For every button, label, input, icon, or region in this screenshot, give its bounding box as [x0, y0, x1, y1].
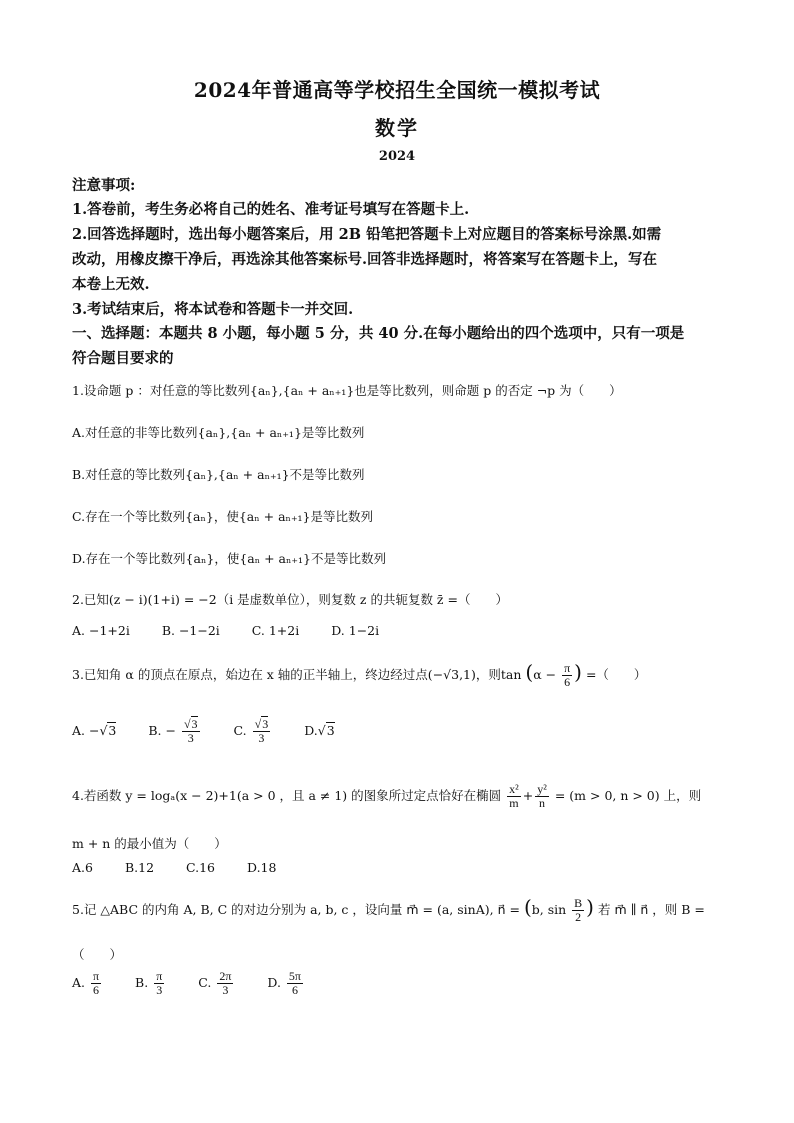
q5-stem-post: 若 m⃗ ∥ n⃗ ，则 B = [597, 902, 705, 917]
q3-stem: 3.已知角 α 的顶点在原点，始边在 x 轴的正半轴上，终边经过点(−√3,1)，则tan (α − $\frac{\pi}{6}$ ) =（ ） [72, 660, 647, 689]
q3-option-b: B. − $\frac{√3}{3}$ [148, 717, 198, 745]
q4-option-c: C.16 [186, 860, 216, 875]
notice-item-2-line-2: 改动，用橡皮擦干净后，再选涂其他答案标号.回答非选择题时，将答案写在答题卡上，写在 [72, 251, 658, 268]
q5-option-a: A. $\frac{\pi}{6}$ [72, 969, 100, 997]
notice-item-3: 3.考试结束后，将本试卷和答题卡一并交回. [72, 301, 354, 318]
q4-stem: 4.若函数 y = logₐ(x − 2)+1(a > 0 ，且 a ≠ 1) 的图象所过定点恰好在椭圆 $\frac{\text{x²}}{m}$ + $\frac{\text{y²}}{n}$ = (m > 0, n > 0) 上，则 [72, 782, 702, 810]
q4-stem-line-2: m + n 的最小值为（ ） [72, 836, 227, 851]
q3-option-d: D.√3 [304, 722, 335, 738]
q4-option-b: B.12 [124, 860, 155, 875]
q3-stem-paren: α − [533, 667, 557, 682]
q4-fraction-x: $\frac{\text{x²}}{m}$ [509, 782, 519, 810]
section-1-line-1: 一、选择题：本题共 8 小题，每小题 5 分，共 40 分.在每小题给出的四个选项中，只有一项是 [72, 325, 685, 342]
q3-stem-post: =（ ） [585, 667, 647, 682]
q2-option-a: A. −1+2i [72, 623, 130, 638]
exam-year: 2024 [378, 149, 416, 164]
q1-option-b: B.对任意的等比数列{aₙ},{aₙ + aₙ₊₁}不是等比数列 [72, 467, 365, 482]
q5-option-d: D. $\frac{5\pi}{6}$ [267, 969, 301, 997]
q5-option-c: C. $\frac{2\pi}{3}$ [198, 969, 232, 997]
q2-option-c: C. 1+2i [251, 623, 300, 638]
q5-fraction: $\frac{B}{2}$ [574, 896, 583, 924]
q3-option-a: A. −√3 [72, 722, 117, 738]
q2-options [72, 623, 722, 638]
q3-fraction: $\frac{\pi}{6}$ [564, 661, 571, 689]
q3-option-c: C. $\frac{√3}{3}$ [233, 717, 269, 745]
q3-options [72, 718, 722, 745]
notice-heading: 注意事项: [72, 177, 136, 194]
q4-stem-post: = (m > 0, n > 0) 上，则 [554, 787, 702, 803]
q3-stem-pre: 3.已知角 α 的顶点在原点，始边在 x 轴的正半轴上，终边经过点(−√3,1)，则tan [72, 667, 522, 682]
q1-option-c: C.存在一个等比数列{aₙ}，使{aₙ + aₙ₊₁}是等比数列 [72, 509, 374, 524]
notice-item-2-line-3: 本卷上无效. [72, 276, 150, 293]
q5-options [72, 970, 722, 997]
q1-option-a: A.对任意的非等比数列{aₙ},{aₙ + aₙ₊₁}是等比数列 [72, 425, 365, 440]
q2-option-b: B. −1−2i [161, 623, 220, 638]
q4-stem-pre: 4.若函数 y = logₐ(x − 2)+1(a > 0 ，且 a ≠ 1) 的图象所过定点恰好在椭圆 [72, 787, 502, 803]
q4-option-a: A.6 [72, 860, 93, 875]
q5-stem-line-2: （ ） [72, 947, 123, 962]
q1-stem: 1.设命题 p ：对任意的等比数列{aₙ},{aₙ + aₙ₊₁}也是等比数列，则命题 p 的否定 ¬p 为（ ） [72, 383, 622, 398]
q5-stem-pre: 5.记 △ABC 的内角 A, B, C 的对边分别为 a, b, c ，设向量 m⃗ = (a, sinA), n⃗ = [72, 902, 520, 917]
notice-item-1: 1.答卷前，考生务必将自己的姓名、准考证号填写在答题卡上. [72, 201, 470, 218]
exam-title: 2024年普通高等学校招生全国统一模拟考试 [193, 78, 601, 102]
q4-option-d: D.18 [247, 860, 277, 875]
q4-fraction-y: $\frac{\text{y²}}{n}$ [537, 782, 547, 810]
q5-stem: 5.记 △ABC 的内角 A, B, C 的对边分别为 a, b, c ，设向量 m⃗ = (a, sinA), n⃗ = (b, sin $\frac{B}{2}$ ) 若 m⃗ ∥ n⃗ ，则 B = [72, 895, 705, 924]
q4-options [72, 860, 722, 875]
section-1-line-2: 符合题目要求的 [72, 350, 174, 367]
q1-option-d: D.存在一个等比数列{aₙ}，使{aₙ + aₙ₊₁}不是等比数列 [72, 551, 386, 566]
q5-option-b: B. $\frac{\pi}{3}$ [135, 969, 163, 997]
q2-stem: 2.已知(z − i)(1+i) = −2（i 是虚数单位），则复数 z 的共轭复数 z̄ =（ ） [72, 592, 508, 607]
notice-item-2-line-1: 2.回答选择题时，选出每小题答案后，用 2B 铅笔把答题卡上对应题目的答案标号涂黑.如需 [72, 226, 662, 243]
exam-subject: 数学 [375, 116, 419, 140]
q2-option-d: D. 1−2i [331, 623, 380, 638]
